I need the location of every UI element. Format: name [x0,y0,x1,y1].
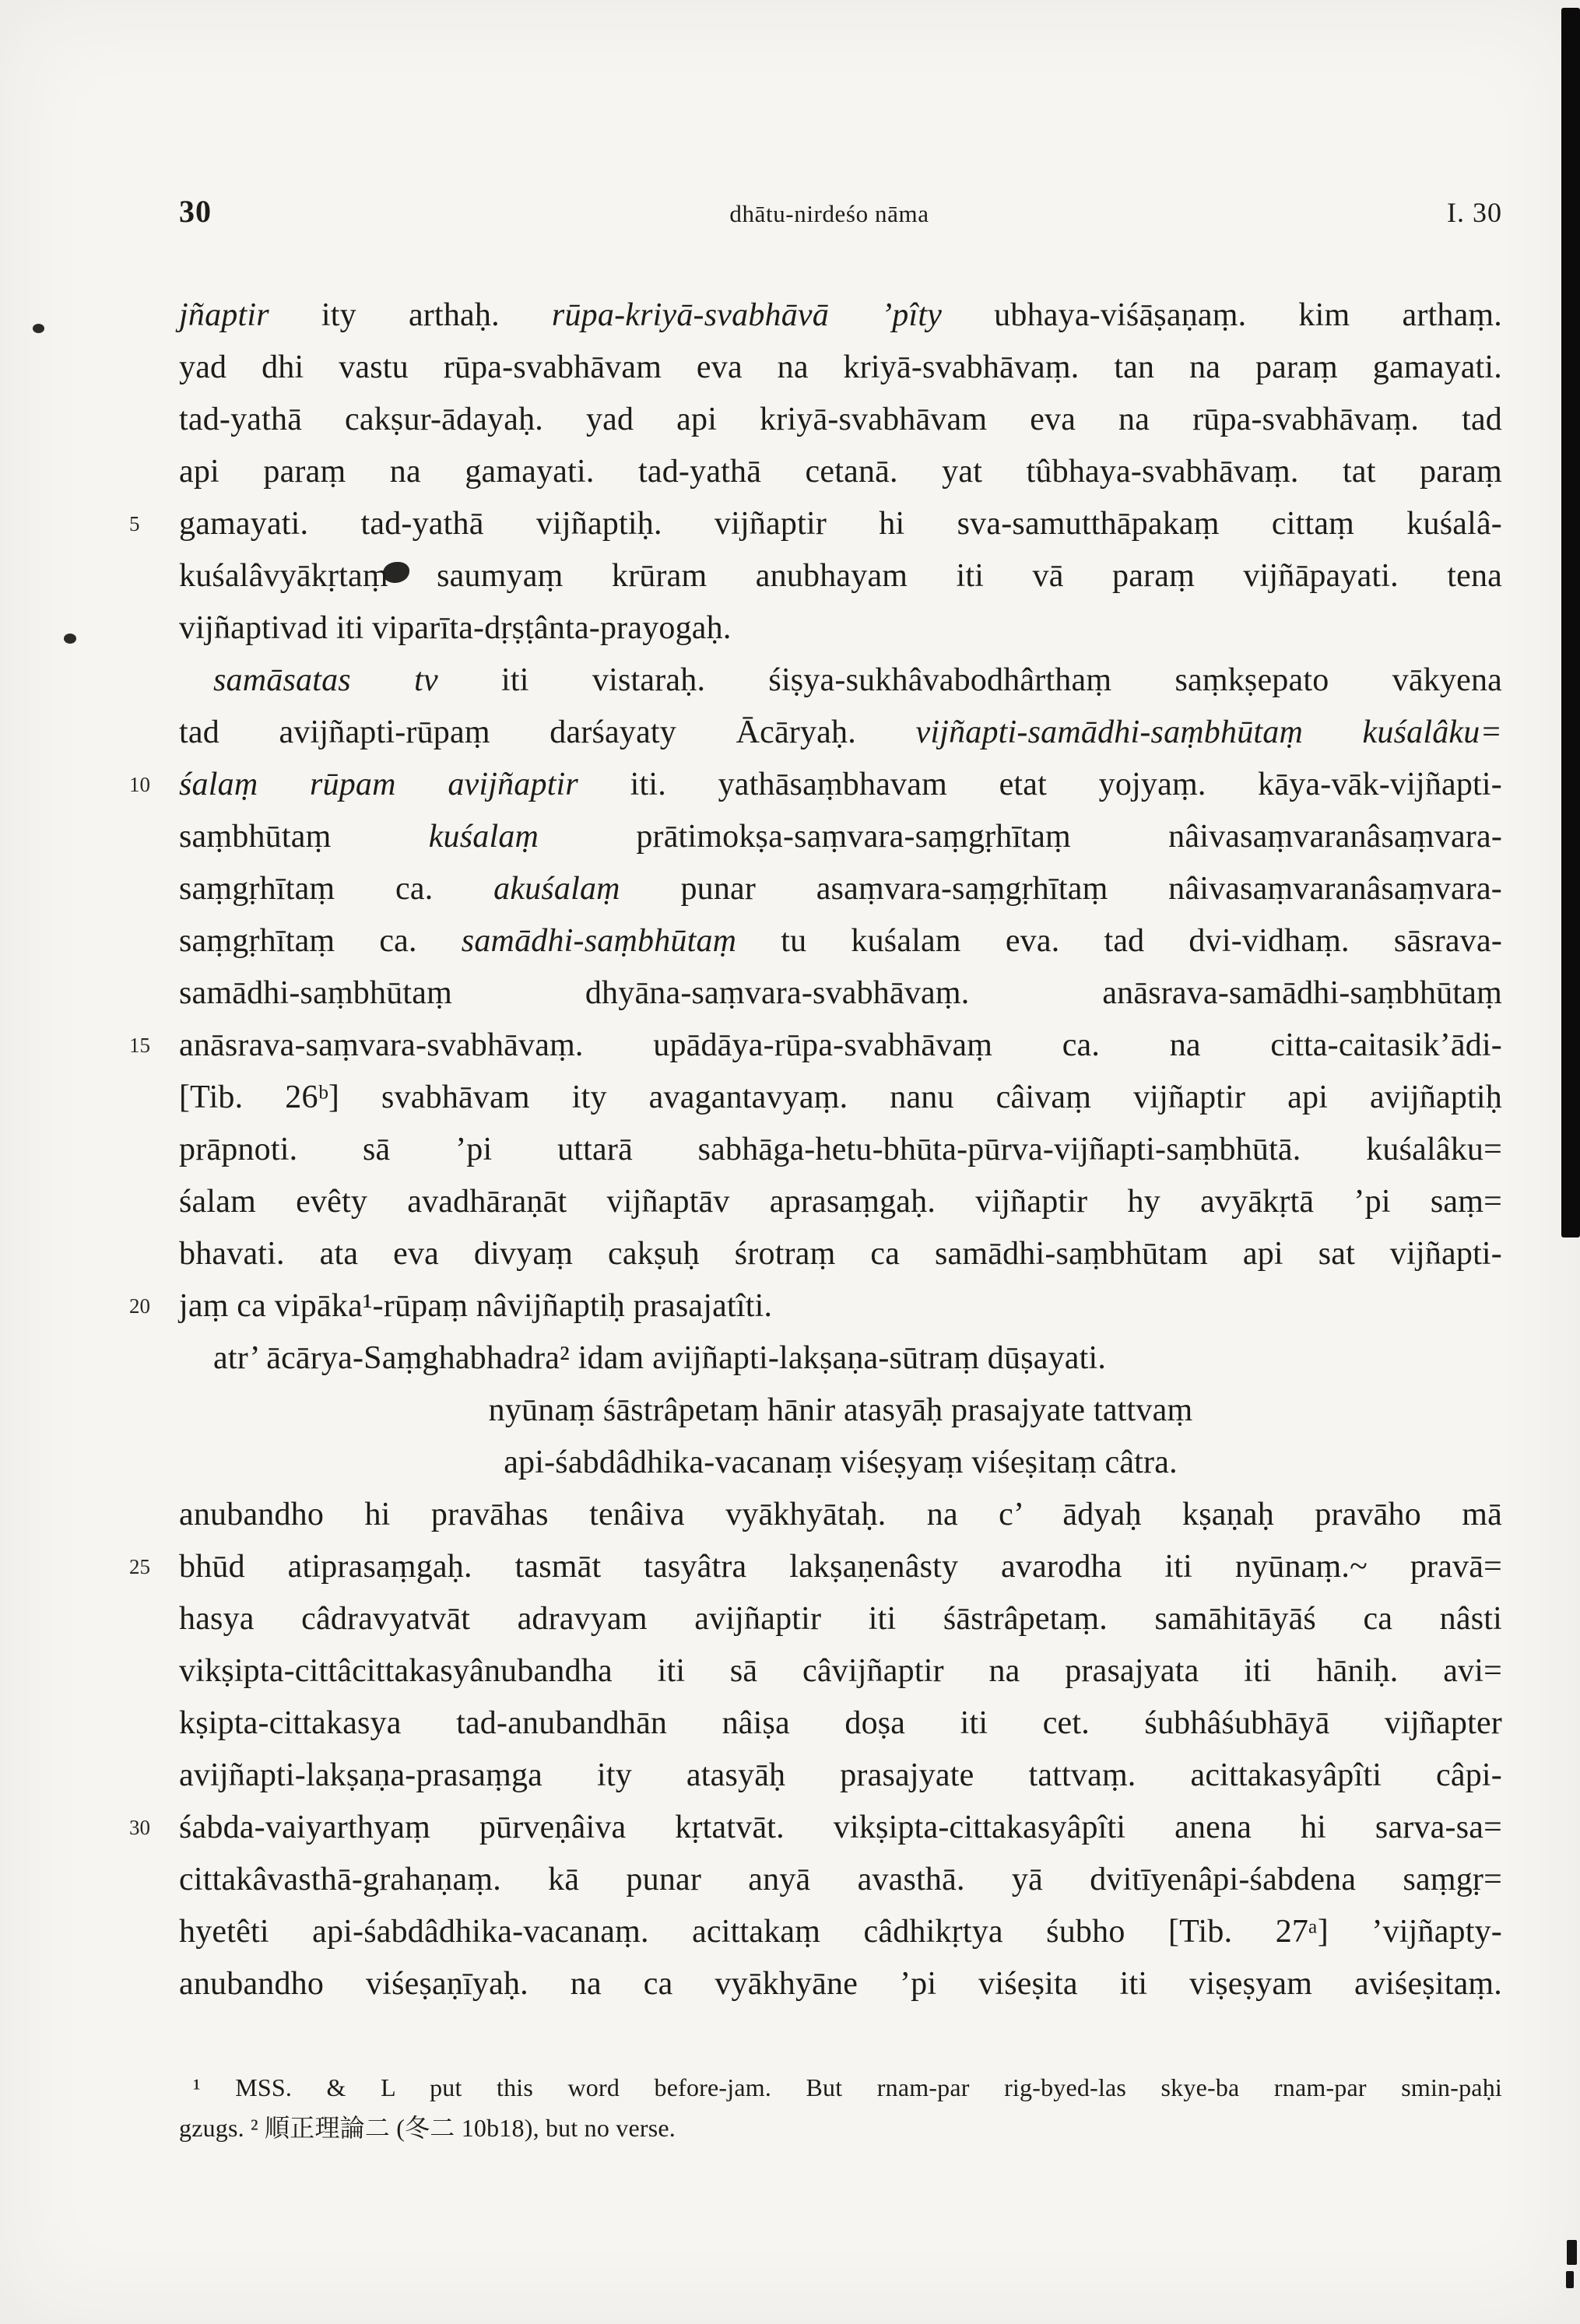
text-segment: punar asaṃvara-saṃgṛhītaṃ nâivasaṃvaranâsaṃvara- [620,871,1502,907]
text-line [129,759,1502,811]
text-line [129,1541,1502,1593]
text-segment: kuśalaṃ [428,819,539,855]
text-segment: tu kuśalam eva. tad dvi-vidhaṃ. sāsrava- [736,923,1503,959]
text-segment: cittakâvasthā-grahaṇaṃ. kā punar anyā avasthā. yā dvitīyenâpi-śabdena saṃgṛ= [179,1862,1502,1897]
text-segment: vijñapti-samādhi-saṃbhūtaṃ kuśalâku= [915,714,1502,750]
text-segment: śabda-vaiyarthyaṃ pūrveṇâiva kṛtatvāt. vikṣipta-cittakasyâpîti anena hi sarva-sa= [179,1810,1502,1845]
text-segment: samādhi-saṃbhūtaṃ dhyāna-saṃvara-svabhāvaṃ. anāsrava-samādhi-saṃbhūtaṃ [179,975,1502,1011]
text-line [129,1802,1502,1854]
text-segment: śalam evêty avadhāraṇāt vijñaptāv aprasaṃgaḥ. vijñaptir hy avyākṛtā ’pi saṃ= [179,1184,1502,1220]
text-line [179,1124,1502,1176]
text-line [179,1906,1502,1958]
text-segment: api paraṃ na gamayati. tad-yathā cetanā. yat tûbhaya-svabhāvaṃ. tat paraṃ [179,454,1502,490]
text-line [179,1228,1502,1280]
text-segment: yad dhi vastu rūpa-svabhāvam eva na kriyā-svabhāvaṃ. tan na paraṃ gamayati. [179,349,1502,385]
text-line [179,1072,1502,1124]
text-segment: vikṣipta-cittâcittakasyânubandha iti sā câvijñaptir na prasajyata iti hāniḥ. avi= [179,1653,1502,1689]
text-segment: kṣipta-cittakasya tad-anubandhān nâiṣa doṣa iti cet. śubhâśubhāyā vijñapter [179,1705,1502,1741]
margin-line-number: 10 [129,773,150,796]
text-segment: rūpa-kriyā-svabhāvā ’pîty [551,297,943,333]
margin-speck [64,634,76,644]
text-segment: saṃbhūtaṃ [179,819,429,855]
text-segment: ubhaya-viśāṣaṇaṃ. kim arthaṃ. [942,297,1502,333]
scan-edge-mark [1567,2240,1577,2265]
text-segment: vijñaptivad iti viparīta-dṛṣṭânta-prayogaḥ. [179,610,732,646]
text-line [179,707,1502,759]
text-segment: iti. yathāsaṃbhavam etat yojyaṃ. kāya-vāk-vijñapti- [578,767,1502,802]
text-segment: anubandho hi pravāhas tenâiva vyākhyātaḥ. na c’ ādyaḥ kṣaṇaḥ pravāho mā [179,1497,1502,1532]
body-text-block [129,290,1503,2010]
text-segment: samādhi-saṃbhūtaṃ [461,923,737,959]
margin-line-number: 20 [129,1294,150,1318]
text-line [179,1697,1502,1750]
text-line [179,967,1502,1020]
text-line [179,1593,1502,1645]
text-segment: api-śabdâdhika-vacanaṃ viśeṣyaṃ viśeṣitaṃ câtra. [504,1445,1178,1480]
text-segment: jaṃ ca vipāka¹-rūpaṃ nâvijñaptiḥ prasajatîti. [179,1288,773,1324]
text-segment: prātimokṣa-saṃvara-saṃgṛhītaṃ nâivasaṃvaranâsaṃvara- [539,819,1502,855]
text-segment: anāsrava-saṃvara-svabhāvaṃ. upādāya-rūpa-svabhāvaṃ ca. na citta-caitasik’ādi- [179,1027,1502,1063]
text-line [179,863,1502,915]
text-segment: hasya câdravyatvāt adravyam avijñaptir iti śāstrâpetaṃ. samāhitāyāś ca nâsti [179,1601,1502,1637]
text-segment: anubandho viśeṣaṇīyaḥ. na ca vyākhyāne ’pi viśeṣita iti viṣeṣyam aviśeṣitaṃ. [179,1966,1502,2002]
text-line [179,602,1502,655]
text-segment: ity arthaḥ. [269,297,552,333]
margin-line-number: 25 [129,1555,150,1578]
scan-edge-mark [1566,2271,1574,2288]
footnotes-block [179,2067,1502,2148]
text-line [179,1332,1502,1385]
text-line [179,394,1502,446]
text-line [179,1958,1502,2010]
text-segment: jñaptir [179,297,269,333]
text-segment: gamayati. tad-yathā vijñaptiḥ. vijñaptir hi sva-samutthāpakaṃ cittaṃ kuśalâ- [179,506,1502,542]
text-segment: hyetêti api-śabdâdhika-vacanaṃ. acittakaṃ câdhikṛtya śubho [Tib. 27ᵃ] ’vijñapty- [179,1914,1502,1950]
text-segment: samāsatas tv [213,662,438,698]
text-segment: akuśalaṃ [493,871,620,907]
text-segment: nyūnaṃ śāstrâpetaṃ hānir atasyāḥ prasajyate tattvaṃ [488,1392,1193,1428]
page-number: 30 [179,194,212,229]
text-line [179,1437,1502,1489]
text-line [129,1280,1502,1332]
page-header [179,193,1502,230]
text-segment: [Tib. 26ᵇ] svabhāvam ity avagantavyaṃ. nanu câivaṃ vijñaptir api avijñaptiḥ [179,1080,1502,1115]
text-line [179,1645,1502,1697]
text-line [179,1854,1502,1906]
text-segment: saṃgṛhītaṃ ca. [179,923,462,959]
text-line [179,1489,1502,1541]
margin-line-number: 15 [129,1034,150,1057]
text-segment: avijñapti-lakṣaṇa-prasaṃga ity atasyāḥ prasajyate tattvaṃ. acittakasyâpîti câpi- [179,1757,1502,1793]
text-line [179,1385,1502,1437]
margin-speck [33,324,44,333]
text-line [129,1020,1502,1072]
footnote-line: gzugs. ² 順正理論二 (冬二 10b18), but no verse. [179,2114,676,2142]
margin-line-number: 5 [129,512,140,535]
text-segment: tad-yathā cakṣur-ādayaḥ. yad api kriyā-svabhāvam eva na rūpa-svabhāvaṃ. tad [179,402,1502,437]
text-segment: kuśalâvyākṛtaṃ saumyaṃ krūram anubhayam iti vā paraṃ vijñāpayati. tena [179,558,1502,594]
text-line [179,550,1502,602]
footnote-line: ¹ MSS. & L put this word before-jam. But rnam-par rig-byed-las skye-ba rnam-par smin-paḥi [193,2073,1502,2101]
text-line [179,811,1502,863]
text-segment: bhūd atiprasaṃgaḥ. tasmāt tasyâtra lakṣaṇenâsty avarodha iti nyūnaṃ.~ pravā= [179,1549,1502,1585]
text-segment: prāpnoti. sā ’pi uttarā sabhāga-hetu-bhūta-pūrva-vijñapti-saṃbhūtā. kuśalâku= [179,1132,1502,1167]
text-line [179,446,1502,498]
margin-line-number: 30 [129,1816,150,1839]
text-line [179,915,1502,967]
text-segment: śalaṃ rūpam avijñaptir [179,767,578,802]
text-line [179,655,1502,707]
text-line [179,342,1502,394]
text-segment: tad avijñapti-rūpaṃ darśayaty Ācāryaḥ. [179,714,916,750]
text-line [179,1750,1502,1802]
text-line [179,1176,1502,1228]
text-segment: iti vistaraḥ. śiṣya-sukhâvabodhârthaṃ saṃkṣepato vākyena [437,662,1502,698]
text-segment: bhavati. ata eva divyaṃ cakṣuḥ śrotraṃ ca samādhi-saṃbhūtam api sat vijñapti- [179,1236,1502,1272]
text-segment: saṃgṛhītaṃ ca. [179,871,494,907]
chapter-page-reference: I. 30 [1446,197,1502,228]
text-line [179,290,1502,342]
running-title: dhātu-nirdeśo nāma [729,200,929,227]
text-segment: atr’ ācārya-Saṃghabhadra² idam avijñapti-lakṣaṇa-sūtraṃ dūṣayati. [213,1340,1107,1376]
text-line [129,498,1502,550]
scan-binding-artifact-bar [1561,8,1580,1237]
